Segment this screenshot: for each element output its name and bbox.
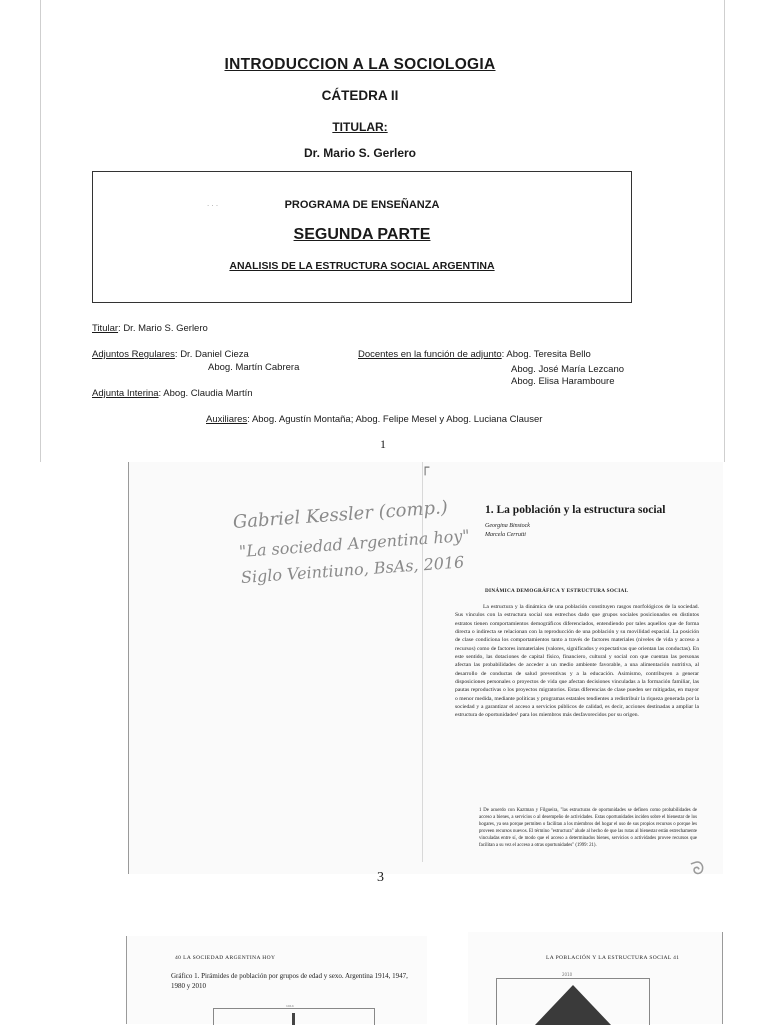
handwritten-note-line3: Siglo Veintiuno, BsAs, 2016 [240,552,465,587]
pyramid-chart-1914 [213,1004,375,1025]
titular-heading: TITULAR: [332,120,388,134]
staff-docentes [358,349,591,360]
running-head-left: 40 LA SOCIEDAD ARGENTINA HOY [175,955,276,961]
book-page-left [126,936,427,1024]
staff-auxiliares-value: : Abog. Agustín Montaña; Abog. Felipe Mesel y Abog. Luciana Clauser [247,414,543,425]
page-curl-mark: ᘐ [689,856,709,881]
program-box [92,171,632,303]
titular-name: Dr. Mario S. Gerlero [303,146,417,160]
pyramid-shape [535,985,611,1025]
staff-docentes-second: Abog. José María Lezcano [511,364,625,375]
book-spine [422,462,423,862]
staff-titular-label: Titular [92,323,119,334]
handwritten-note-line1: Gabriel Kessler (comp.) [232,497,449,533]
course-title: INTRODUCCION A LA SOCIOLOGIA [224,56,496,73]
scan-edge-line [724,0,725,462]
chapter-author: Georgina Binstock [485,523,530,529]
graph-caption: Gráfico 1. Pirámides de población por grupos de edad y sexo. Argentina 1914, 1947, 1980 y 2010 [171,972,408,990]
staff-adjuntos-value: : Dr. Daniel Cieza [174,349,249,360]
staff-titular-value: : Dr. Mario S. Gerlero [118,323,208,334]
staff-auxiliares [206,414,542,425]
running-head-right: LA POBLACIÓN Y LA ESTRUCTURA SOCIAL 41 [546,955,680,961]
staff-adjunta-value: : Abog. Claudia Martín [158,388,253,399]
page-number: 1 [380,437,386,451]
book-page-right [468,932,723,1024]
staff-docentes-label: Docentes en la función de adjunto [358,349,502,360]
scan-specks: · · · [207,202,219,210]
corner-mark: ┌ [421,460,430,476]
pyramid-chart-2010 [496,978,650,1025]
staff-docentes-third: Abog. Elisa Haramboure [511,376,615,387]
handwritten-note-line2: "La sociedad Argentina hoy" [238,525,471,561]
book-page-number: 3 [377,870,384,885]
chart-year-label: 1914 [286,1004,294,1008]
chapter-body-text: La estructura y la dinámica de una población constituyen rasgos morfológicos de la sociedad. Sus vínculos con la estructura social son estrechos dado que grupos sociales posicionados en distintos estratos tienen comportamientos demográficos diferenciados, entendiendo por tales aquellos que de forma directa o indirecta se relacionan con la reproducción de una población y su movilidad espacial. La posición de clase condiciona los comportamientos tanto a través de factores materiales (niveles de vida y acceso a recursos) como de factores inmateriales (valores, significados y expectativas que orientan las conductas). En este sentido, las dotaciones de capital físico, financiero, cultural y social con que cuentan las personas afectan las probabilidades de acceder a un medio ambiente favorable, a una alimentación nutritiva, al desarrollo de conductas de salud preventivas y a la educación. Asimismo, contribuyen a generar disposiciones personales o proyectos de vida que afectan decisiones vinculadas a la formación familiar, las pautas reproductivas o los proyectos migratorios. Estas diferencias de clase pueden ser mitigadas, en mayor o menor medida, mediante políticas y programas estatales tendientes a redistribuir la riqueza generada por la sociedad y a garantizar el acceso a servicios públicos de calidad, es decir, acciones destinadas a ampliar la estructura de oportunidades¹ para los miembros más desfavorecidos por su origen. [455,604,699,719]
pyramid-center-bar [292,1013,295,1025]
program-subtitle: ANALISIS DE LA ESTRUCTURA SOCIAL ARGENTINA [229,260,495,272]
staff-adjunta [92,388,253,399]
chapter-footnote: 1 De acuerdo con Kaztman y Filgueira, "las estructuras de oportunidades se definen como probabilidades de acceso a bienes, a servicios o al desempeño de actividades. Estas oportunidades inciden sobre el bienestar de los hogares, ya sea porque permiten o facilitan a los miembros del hogar el uso de sus propios recursos o porque les proveen recursos nuevos. El término "estructura" alude al hecho de que las rutas al bienestar están estrechamente vinculadas entre sí, de modo que el acceso a determinados bienes, servicios o actividades provee recursos que facilitan a su vez el acceso a otras oportunidades" (1999: 21). [479,808,697,848]
chart-year-label: 2010 [562,972,573,977]
staff-adjuntos-second: Abog. Martín Cabrera [208,362,300,373]
chapter-title: 1. La población y la estructura social [485,504,666,516]
program-label: PROGRAMA DE ENSEÑANZA [284,199,440,211]
staff-titular [92,323,208,334]
program-part: SEGUNDA PARTE [293,226,431,243]
staff-auxiliares-label: Auxiliares [206,414,248,425]
chapter-author: Marcela Cerrutti [485,532,526,538]
book-page-scan [128,460,723,885]
staff-adjuntos-label: Adjuntos Regulares [92,349,175,360]
staff-docentes-value: : Abog. Teresita Bello [501,349,591,360]
catedra-heading: CÁTEDRA II [321,88,399,103]
staff-adjuntos [92,349,249,360]
staff-adjunta-label: Adjunta Interina [92,388,159,399]
section-heading: DINÁMICA DEMOGRÁFICA Y ESTRUCTURA SOCIAL [485,588,629,594]
